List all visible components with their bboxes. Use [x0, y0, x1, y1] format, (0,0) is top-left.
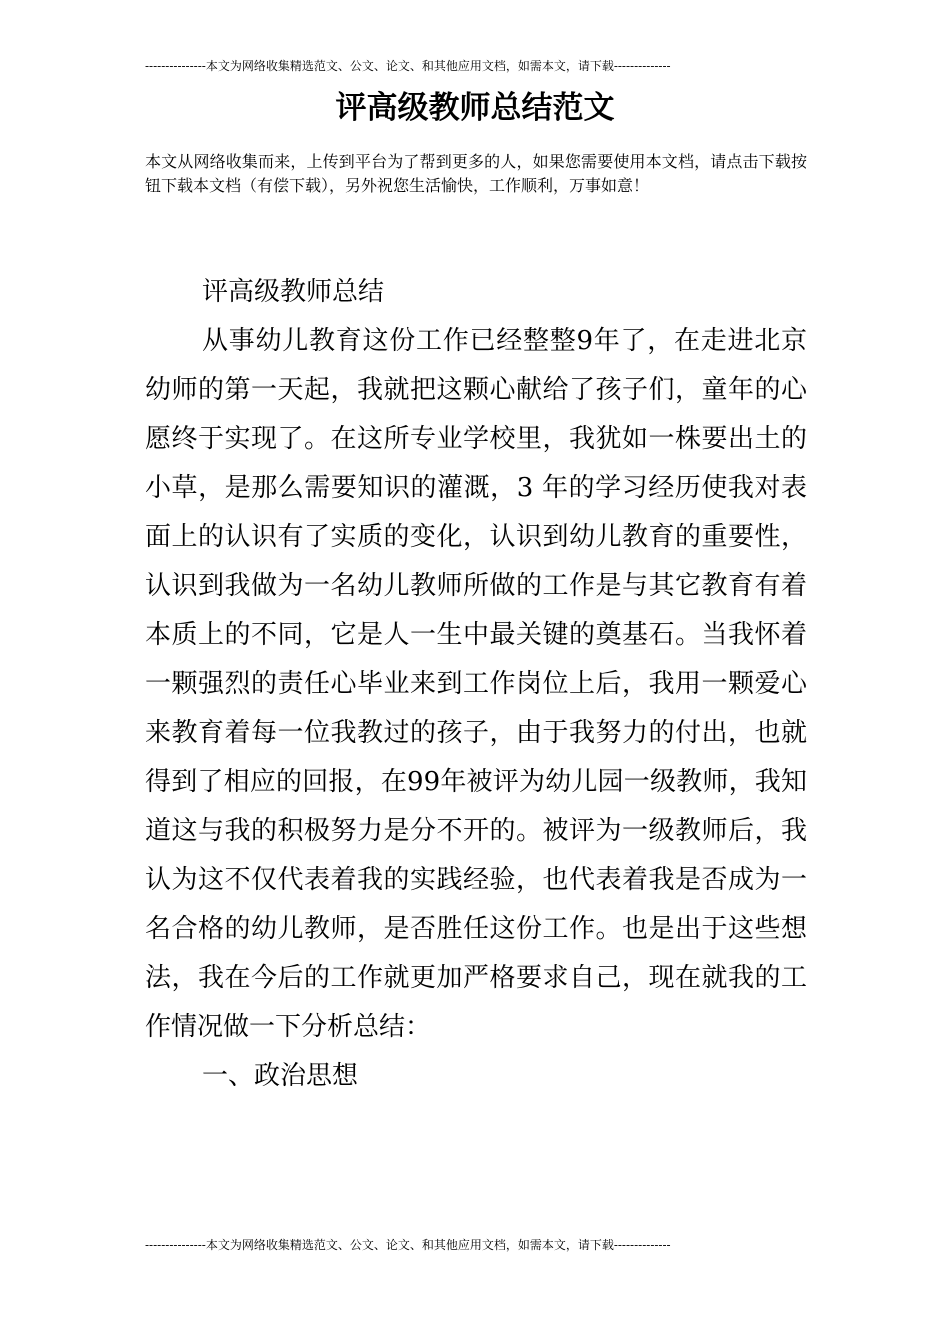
intro-note: 本文从网络收集而来，上传到平台为了帮到更多的人，如果您需要使用本文档，请点击下载按钮下载本文档（有偿下载），另外祝您生活愉快，工作顺利，万事如意！: [145, 152, 807, 195]
body-paragraph: 从事幼儿教育这份工作已经整整9年了，在走进北京幼师的第一天起，我就把这颗心献给了孩子们，童年的心愿终于实现了。在这所专业学校里，我犹如一株要出土的小草，是那么需要知识的灌溉，3 年的学习经历使我对表面上的认识有了实质的变化，认识到幼儿教育的重要性，认识到我做为一名幼儿教师所做的工作是与其它教育有着本质上的不同，它是人一生中最关键的奠基石。当我怀着一颗强烈的责任心毕业来到工作岗位上后，我用一颗爱心来教育着每一位我教过的孩子，由于我努力的付出，也就得到了相应的回报，在99年被评为幼儿园一级教师，我知道这与我的积极努力是分不开的。被评为一级教师后，我认为这不仅代表着我的实践经验，也代表着我是否成为一名合格的幼儿教师，是否胜任这份工作。也是出于这些想法，我在今后的工作就更加严格要求自己，现在就我的工作情况做一下分析总结：: [145, 326, 807, 1042]
body-heading: 评高级教师总结: [202, 277, 385, 307]
document-title: 评高级教师总结范文: [335, 90, 615, 126]
page-header-note: ---------------本文为网络收集精选范文、公文、论文、和其他应用文档，如需本文，请下载--------------: [145, 59, 671, 73]
page-footer-note: ---------------本文为网络收集精选范文、公文、论文、和其他应用文档，如需本文，请下载--------------: [145, 1238, 671, 1252]
section-heading: 一、政治思想: [202, 1061, 359, 1091]
document-body: [145, 268, 807, 1101]
